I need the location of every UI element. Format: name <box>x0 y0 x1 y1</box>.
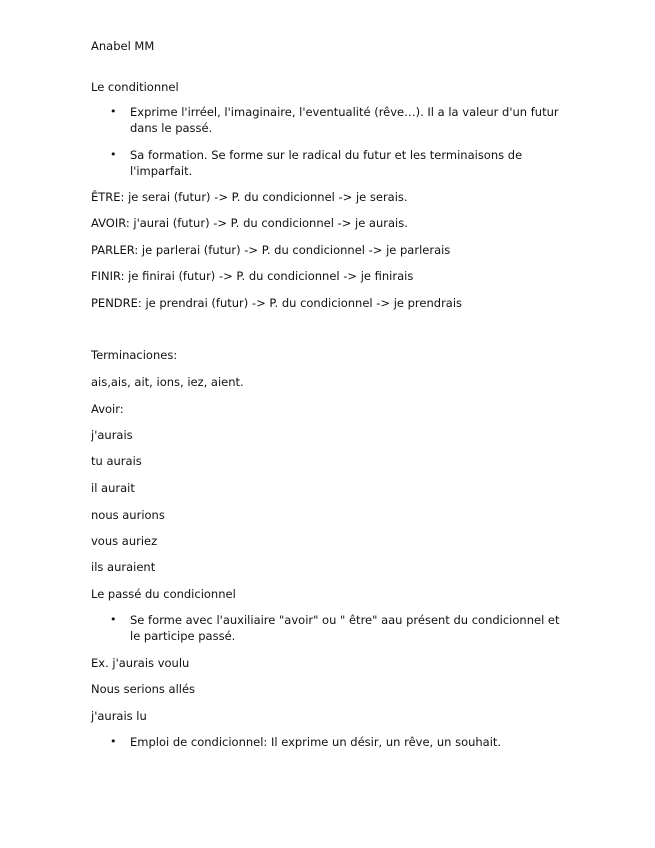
example-line: PARLER: je parlerai (futur) -> P. du condicionnel -> je parlerais <box>91 243 451 257</box>
avoir-label: Avoir: <box>91 402 124 416</box>
passe-example-line: Ex. j'aurais voulu <box>91 656 190 670</box>
passe-example-line: j'aurais lu <box>91 709 147 723</box>
bullet-dot-icon: • <box>110 613 117 626</box>
conjugation-line: vous auriez <box>91 534 158 548</box>
terminaciones-text: ais,ais, ait, ions, iez, aient. <box>91 375 244 389</box>
conjugation-line: il aurait <box>91 481 135 495</box>
section-title: Le conditionnel <box>91 80 179 94</box>
bullet-text: Sa formation. Se forme sur le radical du futur et les terminaisons de l'imparfait. <box>130 148 523 178</box>
example-line: FINIR: je finirai (futur) -> P. du condicionnel -> je finirais <box>91 269 414 283</box>
conjugation-line: ils auraient <box>91 560 156 574</box>
terminaciones-label: Terminaciones: <box>91 348 178 362</box>
author-name: Anabel MM <box>91 39 155 53</box>
example-line: ÊTRE: je serai (futur) -> P. du condicionnel -> je serais. <box>91 190 408 204</box>
passe-example-line: Nous serions allés <box>91 682 196 696</box>
bullet-dot-icon: • <box>110 735 117 748</box>
passe-title: Le passé du condicionnel <box>91 587 236 601</box>
example-line: PENDRE: je prendrai (futur) -> P. du condicionnel -> je prendrais <box>91 296 463 310</box>
bullet-dot-icon: • <box>110 105 117 118</box>
conjugation-line: j'aurais <box>91 428 133 442</box>
conjugation-line: nous aurions <box>91 508 165 522</box>
bullet-text: Emploi de condicionnel: Il exprime un désir, un rêve, un souhait. <box>130 735 502 749</box>
bullet-text: Se forme avec l'auxiliaire "avoir" ou " être" aau présent du condicionnel et le participe passé. <box>130 613 560 643</box>
bullet-dot-icon: • <box>110 148 117 161</box>
example-line: AVOIR: j'aurai (futur) -> P. du condicionnel -> je aurais. <box>91 216 408 230</box>
bullet-text: Exprime l'irréel, l'imaginaire, l'eventualité (rêve…). Il a la valeur d'un futur dans le passé. <box>130 105 559 135</box>
conjugation-line: tu aurais <box>91 454 142 468</box>
